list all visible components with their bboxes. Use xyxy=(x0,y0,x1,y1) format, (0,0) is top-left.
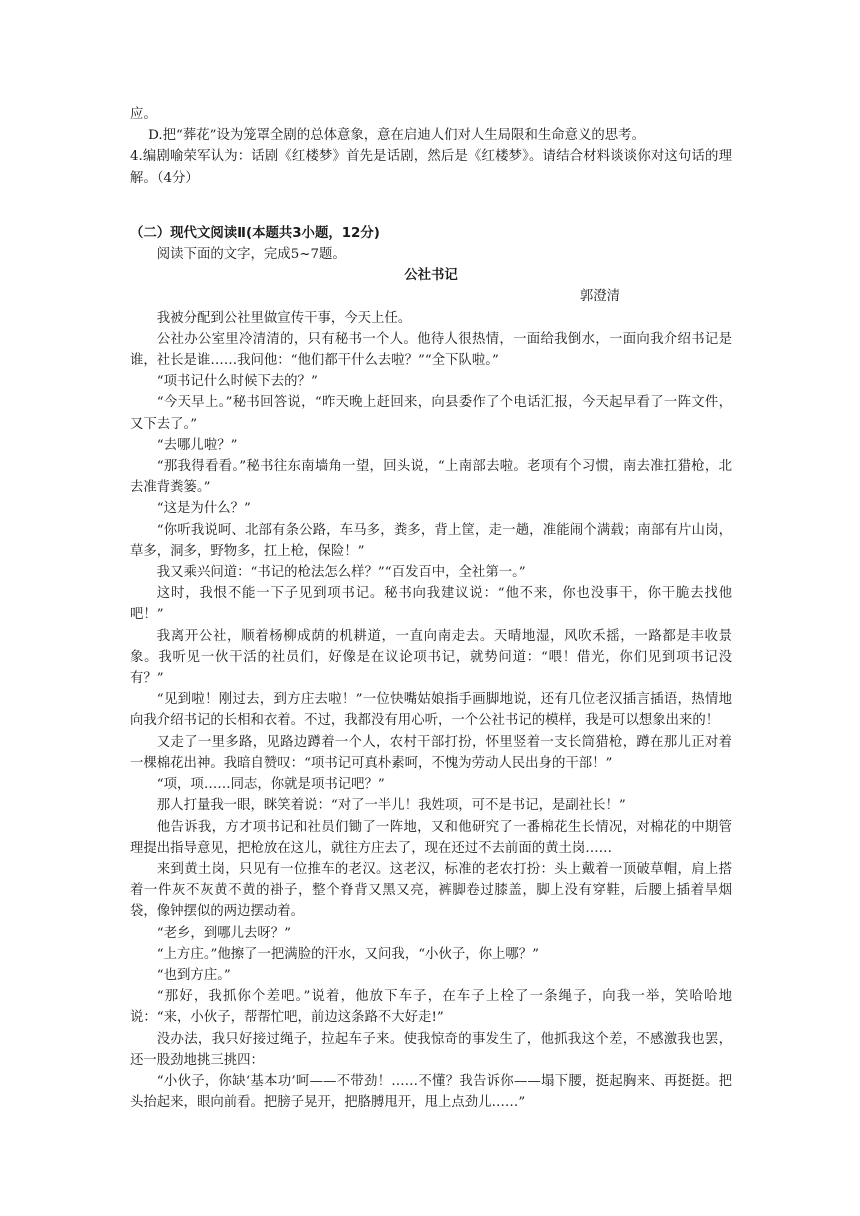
article-paragraph: “见到啦！刚过去，到方庄去啦！”一位快嘴姑娘指手画脚地说，还有几位老汉插言插语，热情地向我介绍书记的长相和衣着。不过，我都没有用心听，一个公社书记的模样，我是可以想象出来的！ xyxy=(130,692,732,729)
article-paragraph: “项书记什么时候下去的？” xyxy=(156,374,318,390)
article-paragraph: “去哪儿啦？” xyxy=(156,437,238,453)
article-paragraph: 这时，我恨不能一下子见到项书记。秘书向我建议说：“他不来，你也没事干，你干脆去找他吧！” xyxy=(130,586,732,623)
article-paragraph: 又走了一里多路，见路边蹲着一个人，农村干部打扮，怀里竖着一支长筒猎枪，蹲在那儿正对着一棵棉花出神。我暗自赞叹：“项书记可真朴素呵，不愧为劳动人民出身的干部！” xyxy=(130,734,732,771)
article-paragraph: 那人打量我一眼，眯笑着说：“对了一半儿！我姓项，可不是书记，是副社长！” xyxy=(156,798,626,814)
article-author: 郭澄清 xyxy=(579,289,620,305)
article-paragraph: “上方庄。”他擦了一把满脸的汗水，又问我，“小伙子，你上哪？” xyxy=(156,946,540,962)
section-instruction: 阅读下面的文字，完成5~7题。 xyxy=(156,247,346,263)
article-body xyxy=(130,308,732,1114)
article-paragraph: “老乡，到哪儿去呀？” xyxy=(156,925,292,941)
article-title: 公社书记 xyxy=(404,268,458,284)
article-paragraph: “小伙子，你缺‘基本功’呵——不带劲！……不懂？我告诉你——塌下腰，挺起胸来、再挺挺。把头抬起来，眼向前看。把膀子晃开，把胳膊甩开，甩上点劲儿……” xyxy=(130,1073,732,1111)
article-paragraph: “也到方庄。” xyxy=(156,967,231,983)
article-paragraph: “你听我说呵、北部有条公路，车马多，粪多，背上筐，走一趟，准能闹个满载；南部有片山岗，草多，洞多，野物多，扛上枪，保险！” xyxy=(130,522,732,559)
article-paragraph: 来到黄土岗，只见有一位推车的老汉。这老汉，标准的老农打扮：头上戴着一顶破草帽，肩上搭着一件灰不灰黄不黄的褂子，整个脊背又黑又亮，裤脚卷过膝盖，脚上没有穿鞋，后腰上插着旱烟袋，像钟摆似的两边摆动着。 xyxy=(130,861,732,920)
section-heading: （二）现代文阅读Ⅱ(本题共3小题，12分) xyxy=(130,225,380,241)
article-paragraph: “项，项……同志，你就是项书记吧？” xyxy=(156,777,385,793)
article-paragraph: 我又乘兴问道：“书记的枪法怎么样？”“百发百中，全社第一。” xyxy=(156,565,526,581)
article-paragraph: “那我得看看。”秘书往东南墙角一望，回头说，“上南部去啦。老项有个习惯，南去准扛猎枪，北去准背粪篓。” xyxy=(130,459,732,496)
prev-option-d: D.把“葬花”设为笼罩全剧的总体意象，意在启迪人们对人生局限和生命意义的思考。 xyxy=(148,128,645,144)
article-paragraph: 我离开公社，顺着杨柳成荫的机耕道，一直向南走去。天晴地湿，风吹禾摇，一路都是丰收景象。我听见一伙干活的社员们，好像是在议论项书记，就势问道：“喂！借光，你们见到项书记没有？” xyxy=(130,628,732,687)
section-gap xyxy=(130,189,732,223)
article-paragraph: 我被分配到公社里做宣传干事，今天上任。 xyxy=(156,310,412,326)
article-paragraph: “那好，我抓你个差吧。”说着，他放下车子，在车子上栓了一条绳子，向我一举，笑哈哈地说：“来，小伙子，帮帮忙吧，前边这条路不大好走!” xyxy=(130,989,732,1026)
article-paragraph: “这是为什么？” xyxy=(156,501,251,517)
article-paragraph: 公社办公室里冷清清的，只有秘书一个人。他待人很热情，一面给我倒水，一面向我介绍书记是谁，社长是谁……我问他：“他们都干什么去啦？”“全下队啦。” xyxy=(130,331,732,369)
question-4: 4.编剧喻荣军认为：话剧《红楼梦》首先是话剧，然后是《红楼梦》。请结合材料谈谈你对这句话的理解。（4分） xyxy=(130,149,732,186)
prev-option-c-tail: 应。 xyxy=(130,107,157,122)
article-paragraph: 没办法，我只好接过绳子，拉起车子来。使我惊奇的事发生了，他抓我这个差，不感激我也罢，还一股劲地挑三挑四： xyxy=(130,1031,732,1068)
article-paragraph: 他告诉我，方才项书记和社员们锄了一阵地，又和他研究了一番棉花生长情况，对棉花的中期管理提出指导意见，把枪放在这儿，就往方庄去了，现在还过不去前面的黄土岗…… xyxy=(130,819,732,856)
article-paragraph: “今天早上。”秘书回答说，“昨天晚上赶回来，向县委作了个电话汇报，今天起早看了一阵文件，又下去了。” xyxy=(130,395,732,432)
